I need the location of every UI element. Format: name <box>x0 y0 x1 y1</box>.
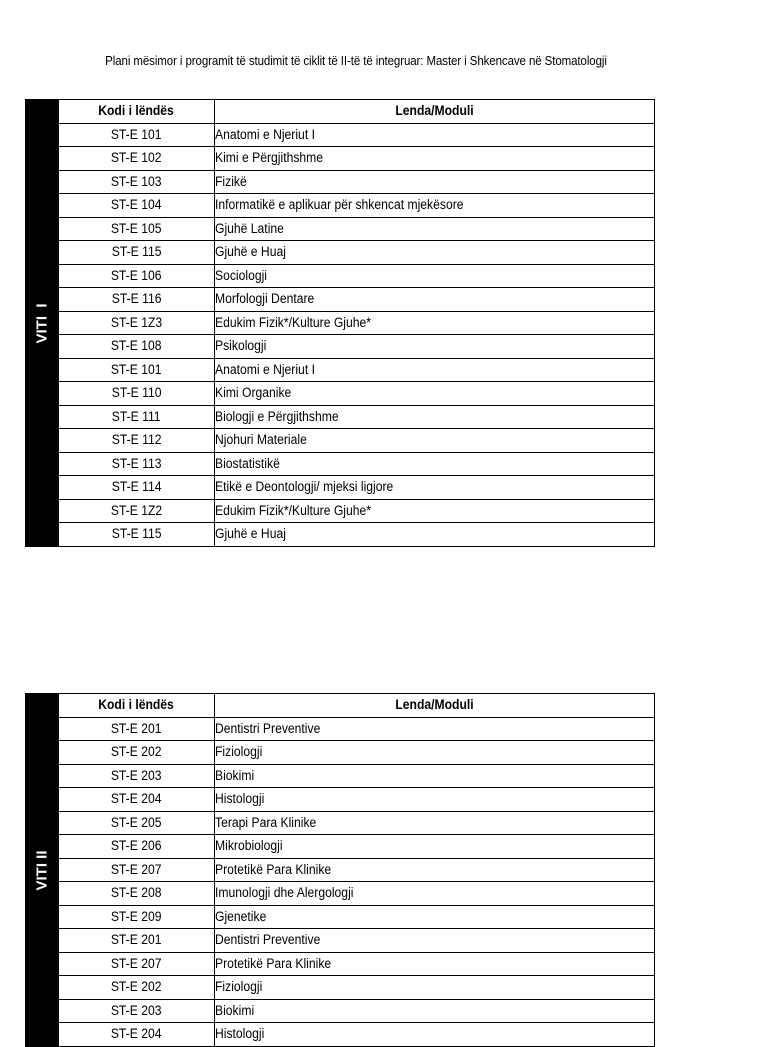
course-name: Informatikë e aplikuar për shkencat mjekësore <box>215 194 655 218</box>
table-row <box>59 764 655 788</box>
course-code: ST-E 116 <box>59 288 215 312</box>
table-row <box>59 788 655 812</box>
column-header-code: Kodi i lëndës <box>59 694 215 718</box>
table-row <box>59 741 655 765</box>
course-name: Gjuhë e Huaj <box>215 523 655 547</box>
course-code: ST-E 204 <box>59 788 215 812</box>
course-code: ST-E 108 <box>59 335 215 359</box>
table-row <box>59 835 655 859</box>
course-code: ST-E 206 <box>59 835 215 859</box>
course-name: Fiziologji <box>215 741 655 765</box>
course-code: ST-E 203 <box>59 999 215 1023</box>
course-code: ST-E 202 <box>59 976 215 1000</box>
course-code: ST-E 208 <box>59 882 215 906</box>
table-row <box>59 170 655 194</box>
table-row <box>59 311 655 335</box>
table-row <box>59 1023 655 1047</box>
course-code: ST-E 101 <box>59 358 215 382</box>
course-name: Fiziologji <box>215 976 655 1000</box>
table-row <box>59 452 655 476</box>
course-code: ST-E 102 <box>59 147 215 171</box>
table-row <box>59 147 655 171</box>
course-code: ST-E 112 <box>59 429 215 453</box>
year-label-bar <box>25 693 58 1047</box>
course-name: Biostatistikë <box>215 452 655 476</box>
course-code: ST-E 113 <box>59 452 215 476</box>
course-code: ST-E 115 <box>59 523 215 547</box>
table-row <box>59 405 655 429</box>
table-row <box>59 476 655 500</box>
year-label: VITI II <box>33 849 51 891</box>
course-name: Anatomi e Njeriut I <box>215 358 655 382</box>
course-code: ST-E 201 <box>59 717 215 741</box>
course-name: Edukim Fizik*/Kulture Gjuhe* <box>215 499 655 523</box>
column-header-name: Lenda/Moduli <box>215 100 655 124</box>
course-name: Psikologji <box>215 335 655 359</box>
table-row <box>59 194 655 218</box>
course-code: ST-E 205 <box>59 811 215 835</box>
course-name: Kimi Organike <box>215 382 655 406</box>
table-row <box>59 241 655 265</box>
table-row <box>59 429 655 453</box>
course-name: Njohuri Materiale <box>215 429 655 453</box>
table-row <box>59 717 655 741</box>
document-title: Plani mësimor i programit të studimit të ciklit të II-të të integruar: Master i Shkencave në Stomatologji <box>105 54 607 68</box>
course-code: ST-E 209 <box>59 905 215 929</box>
course-name: Sociologji <box>215 264 655 288</box>
course-code: ST-E 115 <box>59 241 215 265</box>
table-row <box>59 976 655 1000</box>
table-row <box>59 858 655 882</box>
course-name: Kimi e Përgjithshme <box>215 147 655 171</box>
table-row <box>59 905 655 929</box>
course-name: Imunologji dhe Alergologji <box>215 882 655 906</box>
course-name: Protetikë Para Klinike <box>215 858 655 882</box>
column-header-name: Lenda/Moduli <box>215 694 655 718</box>
table-header-row <box>59 100 655 124</box>
course-name: Dentistri Preventive <box>215 717 655 741</box>
course-code: ST-E 204 <box>59 1023 215 1047</box>
course-table <box>58 693 655 1047</box>
table-row <box>59 811 655 835</box>
course-name: Gjuhë Latine <box>215 217 655 241</box>
course-name: Biokimi <box>215 764 655 788</box>
course-name: Biologji e Përgjithshme <box>215 405 655 429</box>
course-table <box>58 99 655 547</box>
year-label: VITI I <box>33 302 51 344</box>
course-name: Etikë e Deontologji/ mjeksi ligjore <box>215 476 655 500</box>
table-row <box>59 952 655 976</box>
course-code: ST-E 106 <box>59 264 215 288</box>
course-name: Histologji <box>215 1023 655 1047</box>
course-name: Gjuhë e Huaj <box>215 241 655 265</box>
course-code: ST-E 110 <box>59 382 215 406</box>
course-name: Terapi Para Klinike <box>215 811 655 835</box>
table-row <box>59 523 655 547</box>
course-code: ST-E 1Z3 <box>59 311 215 335</box>
course-code: ST-E 114 <box>59 476 215 500</box>
course-name: Fizikë <box>215 170 655 194</box>
course-code: ST-E 1Z2 <box>59 499 215 523</box>
course-name: Gjenetike <box>215 905 655 929</box>
column-header-code: Kodi i lëndës <box>59 100 215 124</box>
course-name: Morfologji Dentare <box>215 288 655 312</box>
course-name: Anatomi e Njeriut I <box>215 123 655 147</box>
course-code: ST-E 201 <box>59 929 215 953</box>
course-name: Mikrobiologji <box>215 835 655 859</box>
table-header-row <box>59 694 655 718</box>
table-row <box>59 382 655 406</box>
course-name: Dentistri Preventive <box>215 929 655 953</box>
course-code: ST-E 207 <box>59 858 215 882</box>
table-row <box>59 264 655 288</box>
table-row <box>59 123 655 147</box>
table-row <box>59 288 655 312</box>
course-code: ST-E 111 <box>59 405 215 429</box>
course-name: Protetikë Para Klinike <box>215 952 655 976</box>
course-code: ST-E 105 <box>59 217 215 241</box>
course-name: Histologji <box>215 788 655 812</box>
table-row <box>59 217 655 241</box>
table-row <box>59 499 655 523</box>
course-code: ST-E 202 <box>59 741 215 765</box>
course-code: ST-E 207 <box>59 952 215 976</box>
course-code: ST-E 101 <box>59 123 215 147</box>
table-row <box>59 358 655 382</box>
table-row <box>59 929 655 953</box>
table-row <box>59 882 655 906</box>
course-code: ST-E 103 <box>59 170 215 194</box>
course-code: ST-E 203 <box>59 764 215 788</box>
table-row <box>59 999 655 1023</box>
table-row <box>59 335 655 359</box>
course-code: ST-E 104 <box>59 194 215 218</box>
course-name: Biokimi <box>215 999 655 1023</box>
year-label-bar <box>25 99 58 547</box>
course-name: Edukim Fizik*/Kulture Gjuhe* <box>215 311 655 335</box>
